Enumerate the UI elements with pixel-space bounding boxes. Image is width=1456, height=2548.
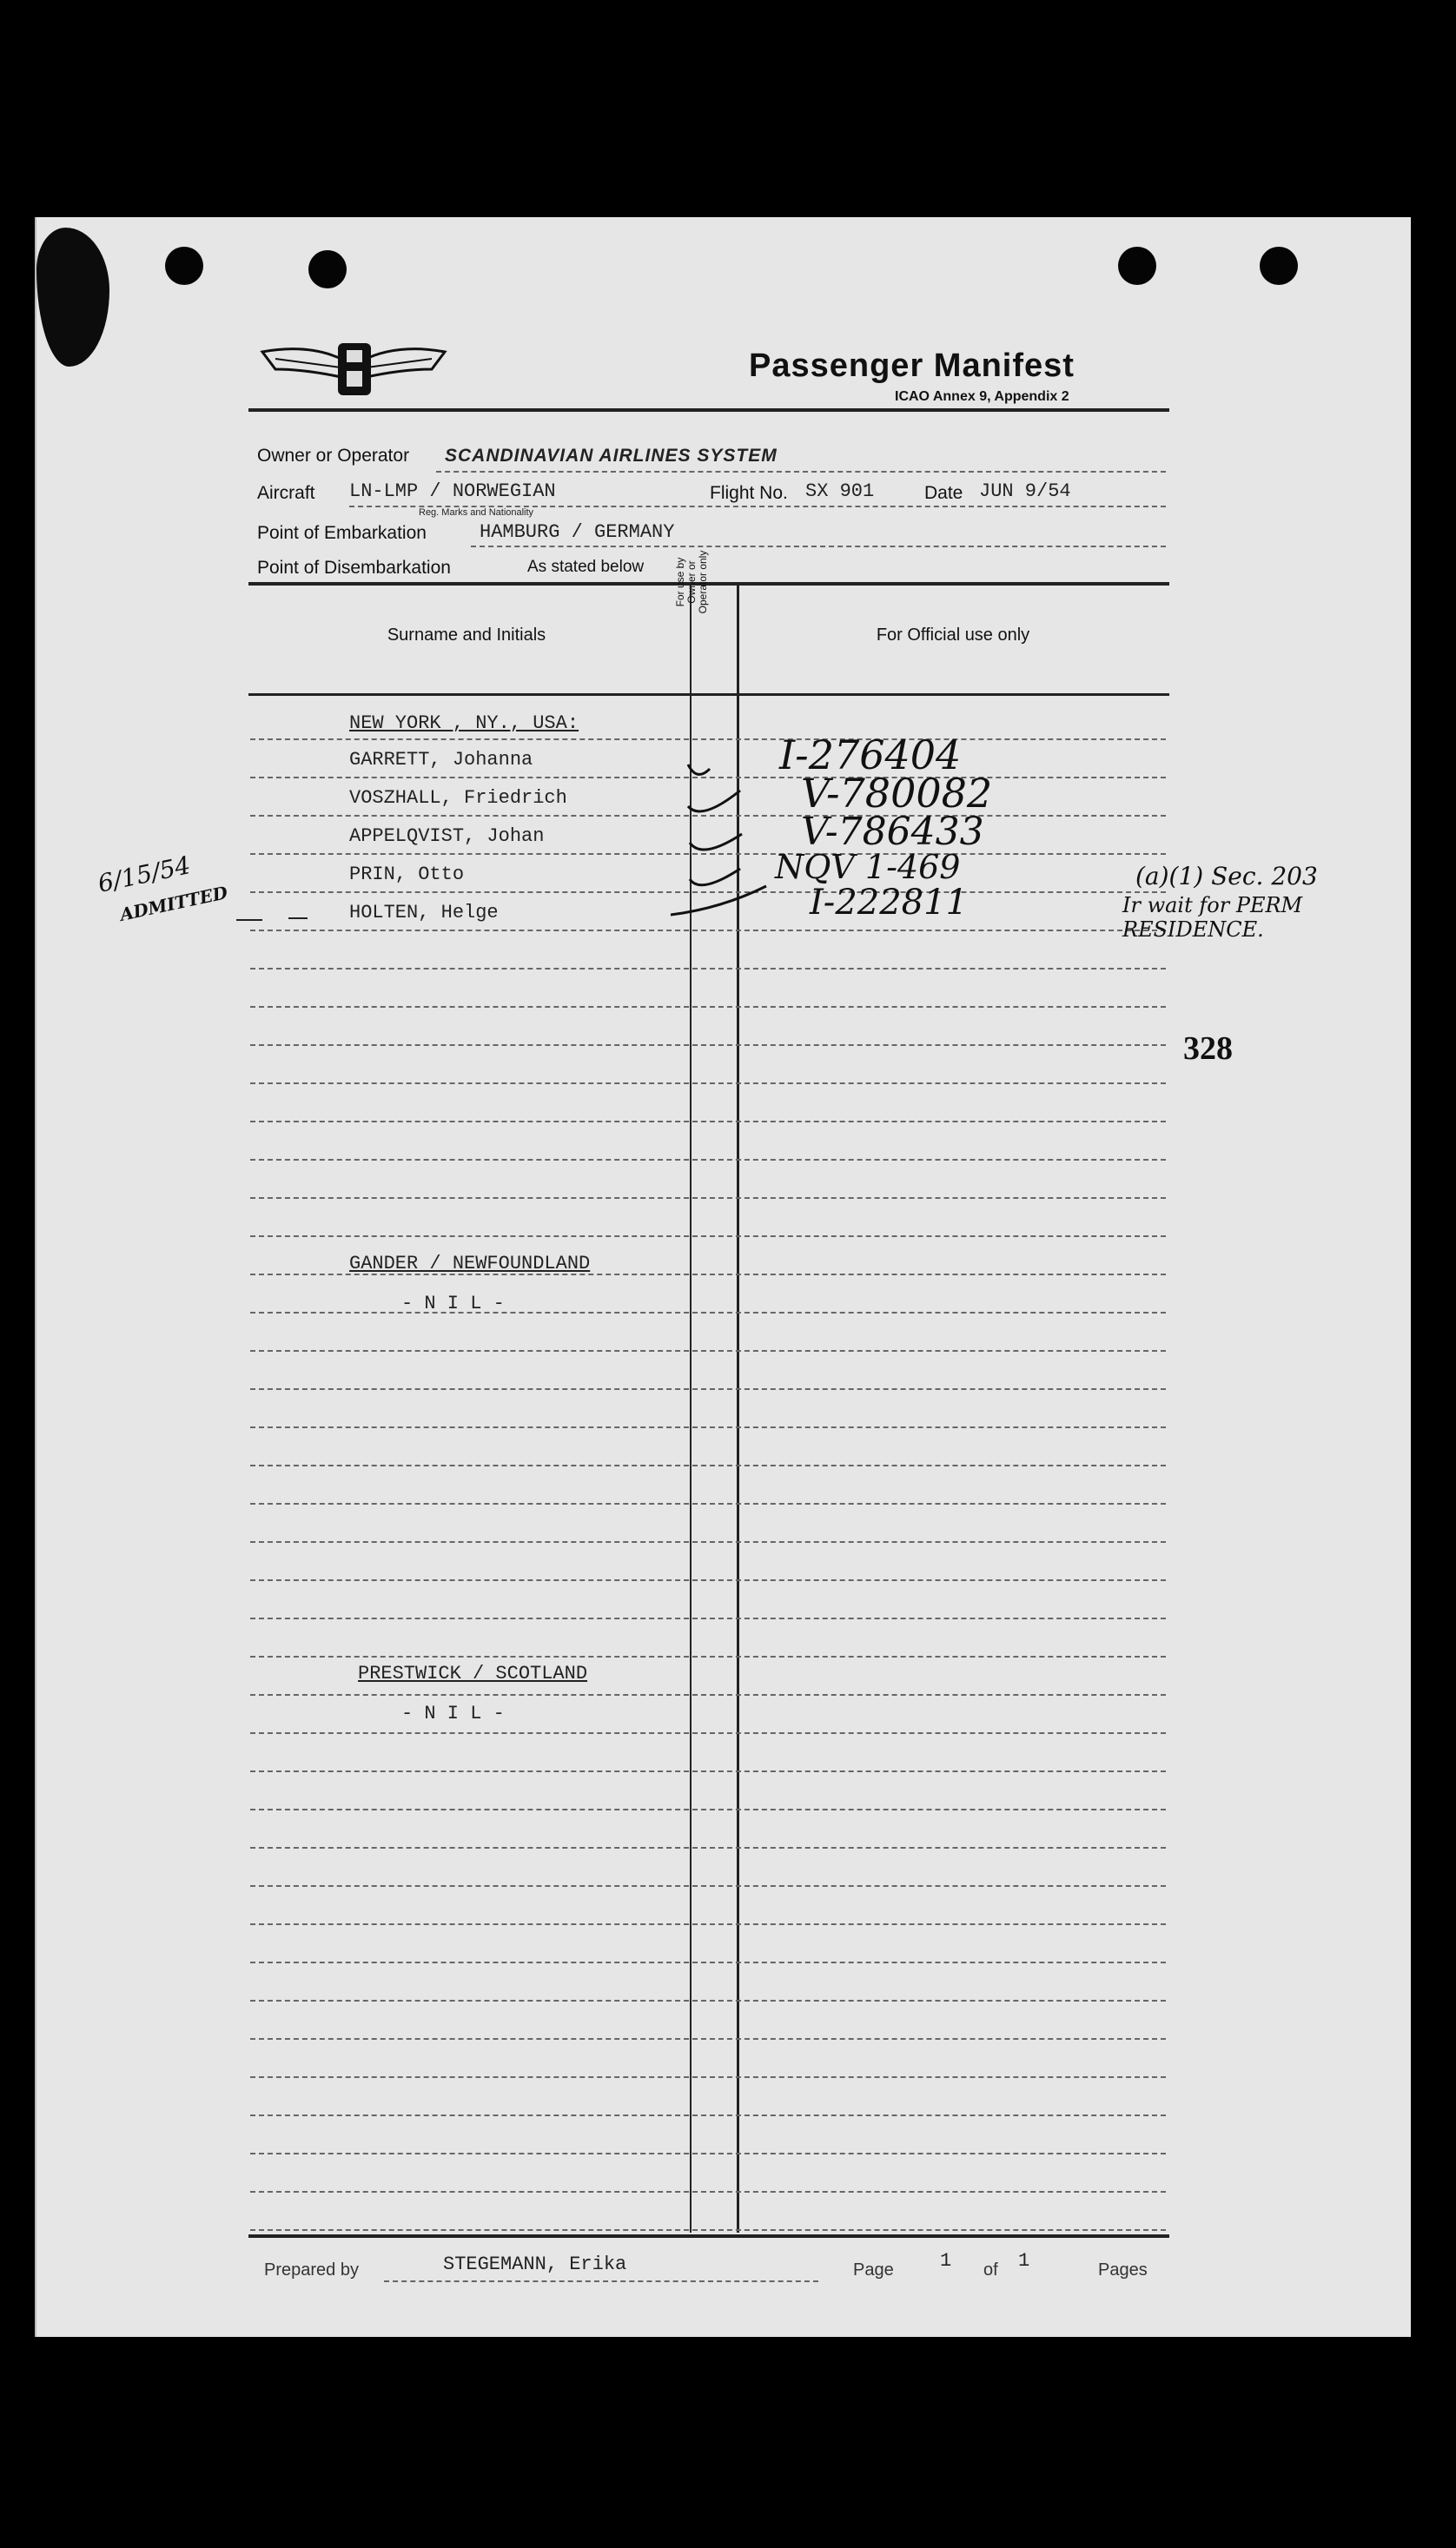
page-label: Page (853, 2260, 894, 2280)
page-number: 1 (940, 2250, 952, 2272)
side-note: RESIDENCE. (1122, 917, 1264, 942)
official-number: NQV 1-469 (775, 848, 961, 886)
row-rule (250, 1388, 1166, 1390)
side-note: Ir wait for PERM (1122, 893, 1303, 917)
table-header-rule (248, 693, 1169, 696)
row-rule (250, 1426, 1166, 1428)
row-rule (250, 1732, 1166, 1734)
check-icon (671, 886, 766, 917)
row-rule (250, 2229, 1166, 2231)
nil-entry: - N I L - (401, 1703, 505, 1724)
destination-gander: GANDER / NEWFOUNDLAND (349, 1253, 591, 1274)
destination-new-york: NEW YORK , NY., USA: (349, 712, 579, 734)
row-rule (250, 1541, 1166, 1543)
punch-hole (308, 250, 347, 288)
official-number: I-222811 (810, 883, 969, 923)
destination-prestwick: PRESTWICK / SCOTLAND (358, 1663, 588, 1684)
col-surname-header: Surname and Initials (387, 625, 546, 645)
margin-dash (288, 917, 308, 919)
owner-label: Owner or Operator (257, 446, 410, 466)
nil-entry: - N I L - (401, 1293, 505, 1314)
check-icon (688, 791, 740, 811)
row-rule (250, 1082, 1166, 1084)
official-number: V-780082 (801, 770, 993, 817)
prepared-by-label: Prepared by (264, 2260, 359, 2280)
form-title: Passenger Manifest (749, 347, 1075, 384)
row-rule (250, 2038, 1166, 2040)
passenger-name: PRIN, Otto (349, 864, 465, 885)
table-top-rule (248, 582, 1169, 586)
row-rule (250, 1121, 1166, 1122)
row-rule (250, 1656, 1166, 1658)
official-number: I-276404 (779, 731, 962, 778)
official-number: V-786433 (801, 810, 984, 854)
form-subtitle: ICAO Annex 9, Appendix 2 (895, 389, 1069, 404)
row-rule (250, 1312, 1166, 1314)
margin-dash (236, 919, 262, 921)
footer-rule (248, 2234, 1169, 2238)
row-rule (250, 1044, 1166, 1046)
col-owner-use-header: For use by Owner or Operator only (674, 550, 709, 614)
row-rule (250, 1885, 1166, 1887)
row-rule (250, 1809, 1166, 1810)
date-value: JUN 9/54 (979, 480, 1071, 502)
row-rule (250, 1962, 1166, 1963)
row-rule (250, 2191, 1166, 2193)
row-rule (250, 1235, 1166, 1237)
row-rule (250, 1503, 1166, 1505)
row-rule (250, 1159, 1166, 1161)
date-label: Date (924, 483, 963, 503)
row-rule (250, 1579, 1166, 1581)
field-line (349, 506, 1166, 507)
col-official-header: For Official use only (876, 625, 1030, 645)
aircraft-label: Aircraft (257, 483, 315, 503)
row-rule (250, 1694, 1166, 1696)
embarkation-label: Point of Embarkation (257, 523, 427, 543)
margin-word: ADMITTED (117, 882, 230, 925)
punch-hole (165, 247, 203, 285)
owner-value: SCANDINAVIAN AIRLINES SYSTEM (445, 446, 778, 466)
page-total: 1 (1018, 2250, 1030, 2272)
embarkation-value: HAMBURG / GERMANY (480, 521, 675, 543)
row-rule (250, 1006, 1166, 1008)
row-rule (250, 1350, 1166, 1352)
of-label: of (983, 2260, 998, 2280)
row-rule (250, 1770, 1166, 1772)
row-rule (250, 1923, 1166, 1925)
aircraft-value: LN-LMP / NORWEGIAN (349, 480, 556, 502)
check-marks (671, 738, 775, 938)
field-line (471, 546, 1166, 547)
row-rule (250, 2115, 1166, 2116)
passenger-name: HOLTEN, Helge (349, 902, 499, 923)
field-line (436, 471, 1166, 473)
check-icon (690, 834, 742, 850)
row-rule (250, 1465, 1166, 1466)
paper-stain (36, 228, 109, 367)
row-rule (250, 1847, 1166, 1849)
check-icon (690, 869, 740, 885)
disembarkation-value: As stated below (527, 558, 645, 576)
flight-value: SX 901 (805, 480, 875, 502)
side-note: (a)(1) Sec. 203 (1135, 862, 1318, 890)
header-rule (248, 408, 1169, 412)
punch-hole (1118, 247, 1156, 285)
row-rule (250, 2000, 1166, 2002)
prepared-by-value: STEGEMANN, Erika (443, 2253, 627, 2275)
passenger-name: VOSZHALL, Friedrich (349, 787, 567, 809)
margin-date: 6/15/54 (95, 850, 194, 898)
field-line (384, 2280, 818, 2282)
airline-wings-logo (258, 334, 449, 408)
row-rule (250, 968, 1166, 970)
passenger-name: APPELQVIST, Johan (349, 825, 545, 847)
disembarkation-label: Point of Disembarkation (257, 558, 451, 578)
manifest-sheet (35, 217, 1411, 2337)
check-icon (688, 764, 710, 774)
row-rule (250, 2153, 1166, 2154)
stamp-number: 328 (1183, 1030, 1233, 1067)
row-rule (250, 1197, 1166, 1199)
row-rule (250, 1618, 1166, 1619)
aircraft-note: Reg. Marks and Nationality (419, 507, 534, 518)
pages-label: Pages (1098, 2260, 1148, 2280)
punch-hole (1260, 247, 1298, 285)
flight-label: Flight No. (710, 483, 788, 503)
passenger-name: GARRETT, Johanna (349, 749, 533, 771)
row-rule (250, 2076, 1166, 2078)
